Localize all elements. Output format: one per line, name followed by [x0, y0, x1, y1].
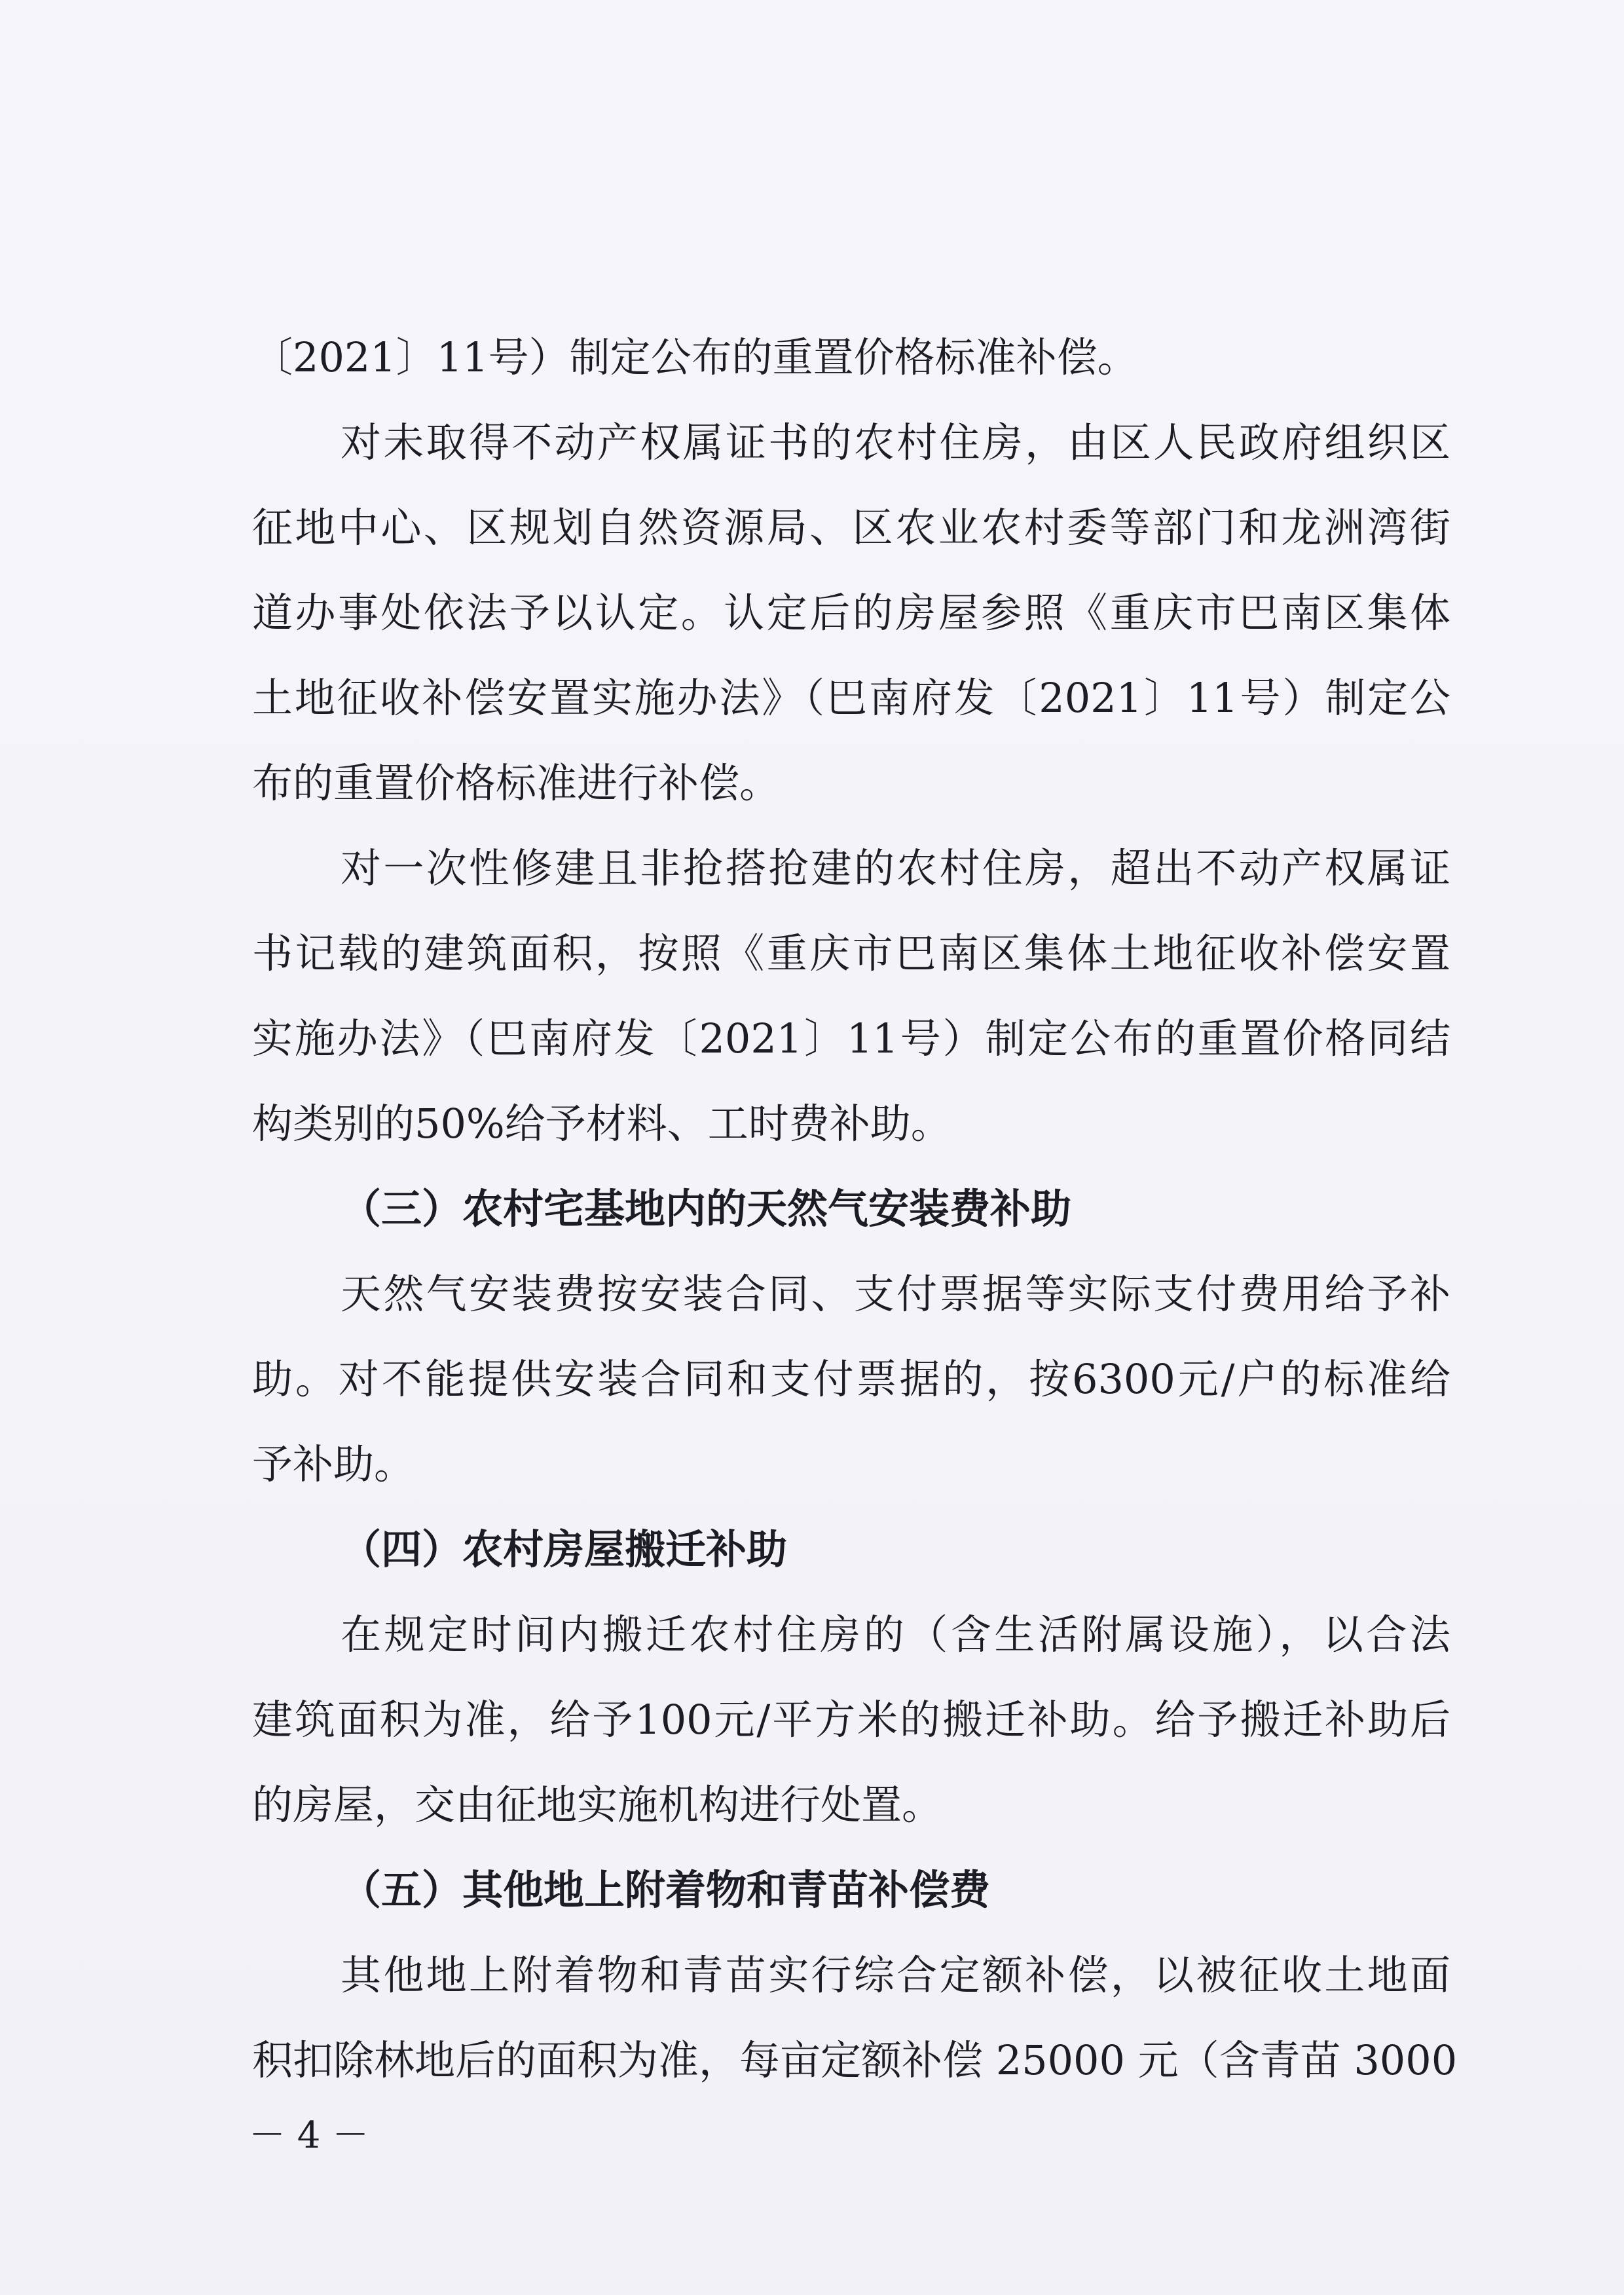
text-line: 征地中心、区规划自然资源局、区农业农村委等部门和龙洲湾街 [252, 504, 1450, 551]
text-line: 布的重置价格标准进行补偿。 [252, 759, 781, 807]
text-line: 道办事处依法予以认定。认定后的房屋参照《重庆市巴南区集体 [252, 589, 1450, 637]
text-line: 〔2021〕11号）制定公布的重置价格标准补偿。 [252, 333, 1138, 381]
text-line: 其他地上附着物和青苗实行综合定额补偿，以被征收土地面 [341, 1951, 1450, 1999]
text-line: 土地征收补偿安置实施办法》（巴南府发〔2021〕11号）制定公 [252, 674, 1450, 722]
text-line: 在规定时间内搬迁农村住房的（含生活附属设施），以合法 [341, 1611, 1450, 1658]
page-number: － 4 － [249, 2114, 369, 2157]
text-line: 书记载的建筑面积，按照《重庆市巴南区集体土地征收补偿安置 [252, 929, 1450, 977]
text-line: 对一次性修建且非抢搭抢建的农村住房，超出不动产权属证 [341, 844, 1450, 892]
text-line: 构类别的50%给予材料、工时费补助。 [252, 1100, 951, 1148]
text-line: 积扣除林地后的面积为准，每亩定额补偿 25000 元（含青苗 3000 [252, 2036, 1458, 2084]
text-line: 助。对不能提供安装合同和支付票据的，按6300元/户的标准给 [252, 1355, 1450, 1403]
section-heading: （五）其他地上附着物和青苗补偿费 [341, 1866, 991, 1914]
text-line: 的房屋，交由征地实施机构进行处置。 [252, 1781, 943, 1829]
text-line: 予补助。 [252, 1440, 415, 1488]
text-line: 建筑面积为准，给予100元/平方米的搬迁补助。给予搬迁补助后 [252, 1696, 1450, 1744]
section-heading: （四）农村房屋搬迁补助 [341, 1525, 788, 1573]
text-line: 实施办法》（巴南府发〔2021〕11号）制定公布的重置价格同结 [252, 1015, 1450, 1062]
section-heading: （三）农村宅基地内的天然气安装费补助 [341, 1185, 1072, 1233]
text-line: 对未取得不动产权属证书的农村住房，由区人民政府组织区 [341, 419, 1450, 466]
text-line: 天然气安装费按安装合同、支付票据等实际支付费用给予补 [341, 1270, 1450, 1318]
